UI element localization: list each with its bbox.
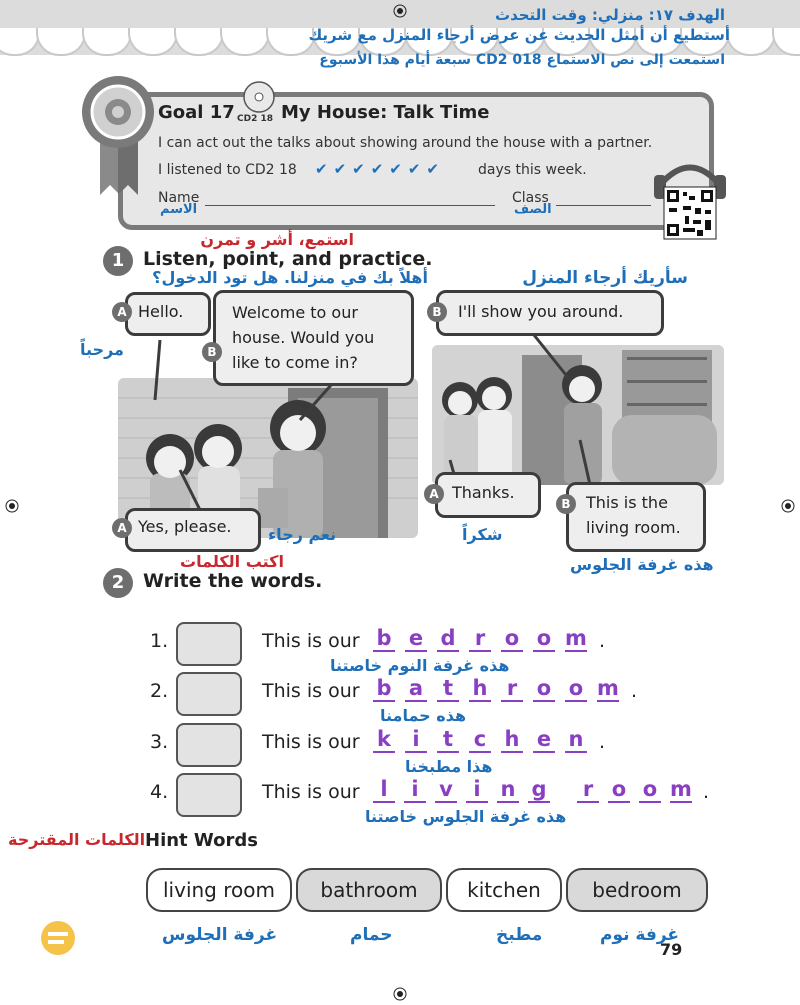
hint-word-living-room: living room [146,868,292,912]
name-arabic-label: الاسم [160,202,198,217]
section2-number: 2 [103,568,133,598]
answer-letter[interactable]: h [501,727,523,753]
answer-letter[interactable]: t [437,676,459,702]
arabic-welcome: أهلاً بك في منزلنا. هل تود الدخول؟ [152,268,428,287]
listen-tracker-days: days this week. [478,162,587,178]
answer-letter[interactable]: m [597,676,619,700]
arabic-living-room: هذه غرفة الجلوس [570,555,714,574]
row-prefix: This is our [262,781,360,803]
hint-word-bedroom: bedroom [566,868,708,912]
arabic-goal-description: أستطيع أن أمثل الحديث عن عرض أرجاء المنزل مع شريك [308,26,730,44]
answer-letter[interactable]: o [565,676,587,702]
bubble-show-text: I'll show you around. [458,302,624,321]
bubble-thanks-text: Thanks. [452,483,515,502]
answer-letter[interactable]: h [469,676,491,702]
kitchen-icon [176,723,242,767]
hint-arabic-title: الكلمات المقترحة [8,830,146,849]
answer-letter[interactable]: d [437,626,459,652]
answer-letter[interactable]: v [435,777,457,803]
row-arabic-translation: هذه غرفة النوم خاصتنا [330,656,510,675]
arabic-hello: مرحباً [80,340,124,359]
arabic-goal-heading: الهدف ١٧: منزلي: وقت التحدث [495,6,725,24]
class-label: Class [512,190,549,206]
section2-arabic-title: اكتب الكلمات [180,552,284,571]
answer-letter[interactable]: o [533,626,555,652]
bubble-hello-speaker: A [112,302,132,322]
row-period: . [599,630,606,652]
answer-letter[interactable]: g [528,777,550,803]
hint-arabic-kitchen: مطبخ [496,925,543,945]
answer-letter[interactable]: b [373,676,395,702]
answer-letter[interactable]: a [405,676,427,702]
answer-letter[interactable]: m [670,777,692,801]
row-period: . [703,781,710,803]
bubble-living-speaker: B [556,494,576,514]
answer-letter[interactable]: e [533,727,555,753]
page-number: 79 [660,940,683,959]
answer-letter[interactable]: b [373,626,395,652]
answer-letter[interactable]: n [565,727,587,753]
arabic-show-around: سأريك أرجاء المنزل [522,268,688,288]
answer-letter[interactable]: l [373,777,395,803]
hint-arabic-bedroom: غرفة نوم [600,925,680,945]
goal-label: Goal 17 [158,102,235,123]
answer-letter[interactable]: r [577,777,599,803]
bed-icon [176,622,242,666]
answer-letter[interactable]: o [608,777,630,803]
bubble-hello-text: Hello. [138,302,184,321]
section1-number: 1 [103,246,133,276]
goal-description: I can act out the talks about showing around the house with a partner. [158,135,653,151]
goal-title: My House: Talk Time [281,102,490,123]
answer-letter[interactable]: m [565,626,587,650]
hint-arabic-living-room: غرفة الجلوس [162,925,278,945]
answer-letter[interactable]: k [373,727,395,753]
class-field[interactable] [556,205,651,206]
bubble-living-text: This is the living room. [586,493,681,537]
headphones-qr-icon [650,155,730,245]
answer-letter[interactable]: t [437,727,459,753]
hint-arabic-bathroom: حمام [350,925,393,945]
answer-letter[interactable]: o [639,777,661,803]
hint-word-bathroom: bathroom [296,868,442,912]
hint-title: Hint Words [145,830,258,851]
registration-mark-right-icon [780,498,796,514]
answer-letter[interactable]: r [501,676,523,702]
answer-letter[interactable]: i [404,777,426,803]
section2-title: Write the words. [143,570,323,592]
day-checkmarks[interactable]: ✔✔✔✔✔✔✔ [315,160,445,178]
bubble-welcome-speaker: B [202,342,222,362]
bubble-thanks-speaker: A [424,484,444,504]
answer-letter[interactable]: c [469,727,491,753]
listen-tracker-label: I listened to CD2 18 [158,162,297,178]
name-field[interactable] [205,205,495,206]
section1-arabic-title: استمع، أشر و تمرن [200,230,354,249]
registration-mark-icon [392,3,408,19]
answer-letter[interactable]: o [533,676,555,702]
registration-mark-bottom-icon [392,986,408,1002]
arabic-thanks: شكراً [462,525,503,544]
class-arabic-label: الصف [514,202,552,217]
bubble-yes-text: Yes, please. [138,517,232,536]
answer-letter[interactable]: r [469,626,491,652]
bubble-show-speaker: B [427,302,447,322]
arabic-listen-line: استمعت إلى نص الاستماع CD2 018 سبعة أيام هذا الأسبوع [319,52,725,68]
answer-letter[interactable]: i [466,777,488,803]
answer-letter[interactable]: e [405,626,427,652]
answer-letter[interactable]: o [501,626,523,652]
cd-icon [242,80,276,114]
row-number: 2. [150,680,169,702]
section1-title: Listen, point, and practice. [143,248,433,270]
hint-word-kitchen: kitchen [446,868,562,912]
publisher-logo-icon [38,918,78,958]
row-arabic-translation: هذه حمامنا [380,706,467,725]
answer-letter[interactable]: i [405,727,427,753]
row-arabic-translation: هذا مطبخنا [405,757,493,776]
bubble-welcome-text: Welcome to our house. Would you like to come in? [232,303,375,372]
name-label: Name [158,190,200,206]
row-arabic-translation: هذه غرفة الجلوس خاصتنا [365,807,567,826]
row-number: 4. [150,781,169,803]
row-prefix: This is our [262,731,360,753]
answer-letter[interactable]: n [497,777,519,803]
ribbon-badge-icon [78,70,158,200]
cd-track-tag: CD2 18 [237,114,273,124]
row-period: . [631,680,638,702]
row-period: . [599,731,606,753]
row-prefix: This is our [262,630,360,652]
bathtub-icon [176,672,242,716]
sofa-icon [176,773,242,817]
bubble-yes-speaker: A [112,518,132,538]
registration-mark-left-icon [4,498,20,514]
row-number: 1. [150,630,169,652]
arabic-yes-please: نعم رجاء [268,525,337,544]
row-prefix: This is our [262,680,360,702]
row-number: 3. [150,731,169,753]
